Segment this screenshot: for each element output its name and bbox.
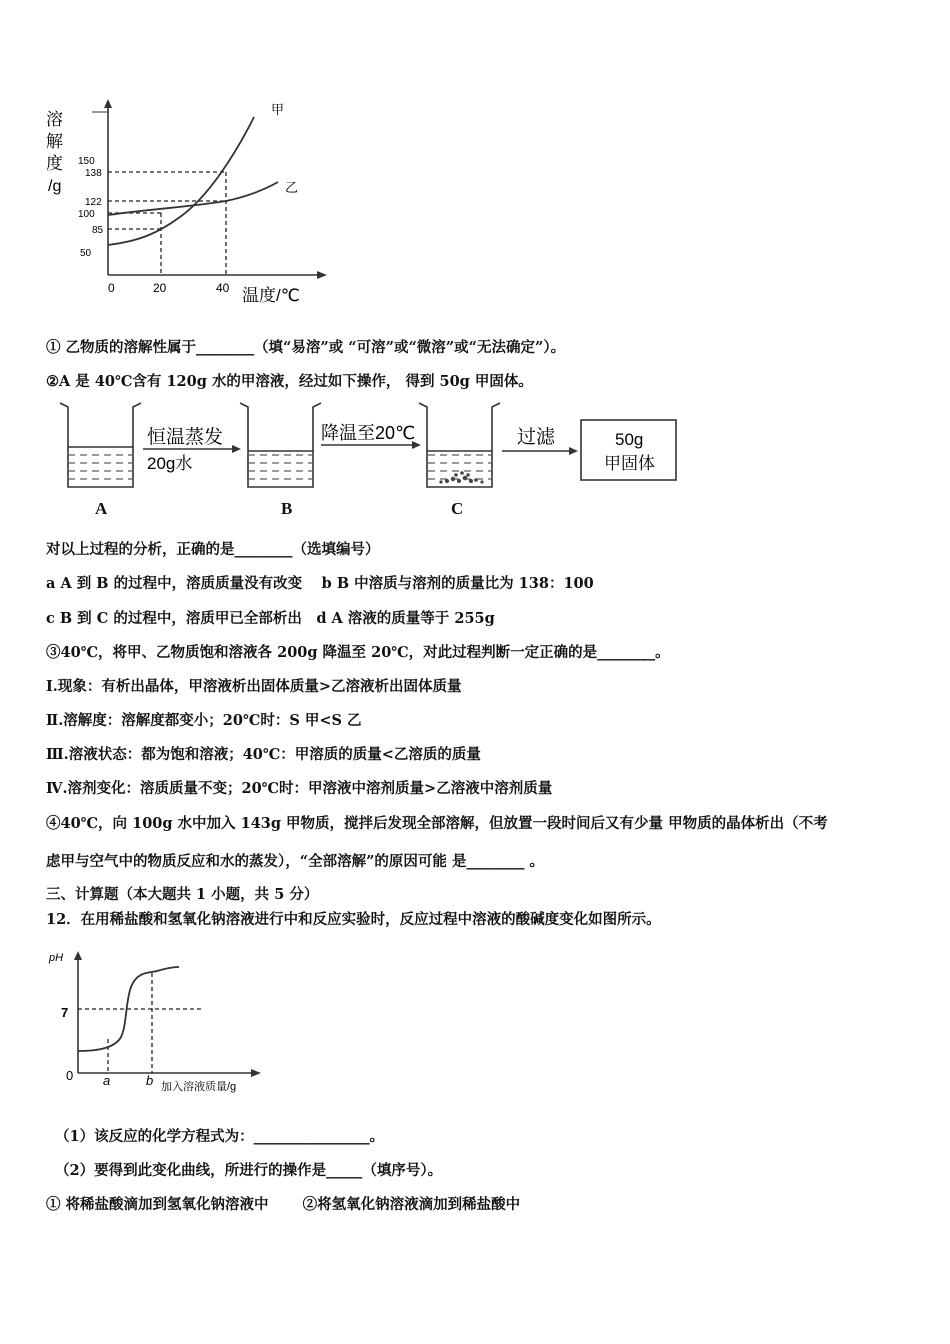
sub-question-2: （2）要得到此变化曲线，所进行的操作是_____（填序号）。 xyxy=(55,1162,443,1179)
beaker-label-b: B xyxy=(281,499,293,518)
process-diagram xyxy=(55,395,695,525)
section-3-heading: 三、计算题（本大题共 1 小题，共 5 分） xyxy=(46,886,319,903)
x-axis-arrow xyxy=(317,271,327,279)
beaker-b xyxy=(240,403,321,487)
curve-jia xyxy=(108,117,254,245)
question-1: ① 乙物质的溶解性属于________（填“易溶”或 “可溶”或“微溶”或“无法确定”）。 xyxy=(46,339,566,356)
arrow-filter-head xyxy=(569,447,578,455)
y-tick-label: 50 xyxy=(80,248,92,259)
ph-x-label: 加入溶液质量/g xyxy=(161,1081,237,1093)
curve-yi xyxy=(108,182,278,215)
series-label-jia: 甲 xyxy=(271,102,285,117)
result-box-substance: 甲固体 xyxy=(604,454,655,473)
options-row-2: c B 到 C 的过程中，溶质甲已全部析出 d A 溶液的质量等于 255g xyxy=(46,610,495,627)
x-tick-label: 40 xyxy=(216,281,230,295)
question-2: ②A 是 40℃含有 120g 水的甲溶液，经过如下操作， 得到 50g 甲固体。 xyxy=(46,373,533,390)
ph-chart xyxy=(45,945,275,1095)
ph-x-tick-a: a xyxy=(103,1073,111,1088)
beaker-c xyxy=(419,403,500,487)
step2-top-label: 降温至20℃ xyxy=(321,423,416,443)
x-axis-label: 温度/℃ xyxy=(242,286,300,305)
beaker-label-a: A xyxy=(95,499,108,518)
y-axis-label-char: /g xyxy=(48,178,62,195)
y-axis-label-char: 溶 xyxy=(46,110,63,129)
question-4-line-1: ④40℃，向 100g 水中加入 143g 甲物质，搅拌后发现全部溶解，但放置一段时间后又有少量 甲物质的晶体析出（不考 xyxy=(46,815,828,832)
y-tick-label: 122 xyxy=(85,197,102,208)
y-tick-label: 100 xyxy=(78,209,95,220)
y-tick-label: 150 xyxy=(78,156,95,167)
x-tick-label: 0 xyxy=(108,281,115,295)
x-tick-label: 20 xyxy=(153,281,167,295)
ph-origin: 0 xyxy=(66,1068,74,1083)
y-axis-label-char: 度 xyxy=(46,154,63,173)
beaker-a xyxy=(60,403,141,487)
sub-question-1: （1）该反应的化学方程式为：________________。 xyxy=(55,1128,385,1145)
q3-option-1: Ⅰ.现象：有析出晶体，甲溶液析出固体质量>乙溶液析出固体质量 xyxy=(46,678,462,695)
question-3: ③40℃，将甲、乙物质饱和溶液各 200g 降温至 20℃，对此过程判断一定正确的是________。 xyxy=(46,644,670,661)
operation-choices: ① 将稀盐酸滴加到氢氧化钠溶液中 ②将氢氧化钠溶液滴加到稀盐酸中 xyxy=(46,1196,521,1213)
q3-option-4: Ⅳ.溶剂变化：溶质质量不变；20℃时：甲溶液中溶剂质量>乙溶液中溶剂质量 xyxy=(46,780,553,797)
result-box-mass: 50g xyxy=(615,430,644,449)
ph-y-axis-arrow xyxy=(74,951,82,960)
y-tick-label: 138 xyxy=(85,168,102,179)
ph-y-label: pH xyxy=(49,952,64,964)
q3-option-3: Ⅲ.溶液状态：都为饱和溶液；40℃：甲溶质的质量<乙溶质的质量 xyxy=(46,746,481,763)
step1-bottom-label: 20g水 xyxy=(147,454,193,473)
y-axis-label-char: 解 xyxy=(46,132,63,151)
step3-top-label: 过滤 xyxy=(517,427,556,448)
arrow-evaporate-head xyxy=(232,445,241,453)
step1-top-label: 恒温蒸发 xyxy=(147,427,224,448)
q3-option-2: Ⅱ.溶解度：溶解度都变小；20℃时：S 甲<S 乙 xyxy=(46,712,362,729)
y-tick-label: 85 xyxy=(92,225,104,236)
options-row-1: a A 到 B 的过程中，溶质质量没有改变 b B 中溶质与溶剂的质量比为 138：100 xyxy=(46,575,594,592)
ph-x-tick-b: b xyxy=(146,1073,154,1088)
solubility-chart xyxy=(40,95,340,315)
question-4-line-2: 虑甲与空气中的物质反应和水的蒸发），“全部溶解”的原因可能 是________ 。 xyxy=(46,853,545,870)
analysis-prompt: 对以上过程的分析，正确的是________（选填编号） xyxy=(46,541,380,558)
series-label-yi: 乙 xyxy=(285,180,299,195)
ph-y-tick-7: 7 xyxy=(61,1005,69,1020)
beaker-label-c: C xyxy=(451,499,464,518)
y-axis-arrow xyxy=(104,99,112,108)
question-12: 12．在用稀盐酸和氢氧化钠溶液进行中和反应实验时，反应过程中溶液的酸碱度变化如图所示。 xyxy=(46,911,661,928)
ph-x-axis-arrow xyxy=(251,1069,261,1077)
